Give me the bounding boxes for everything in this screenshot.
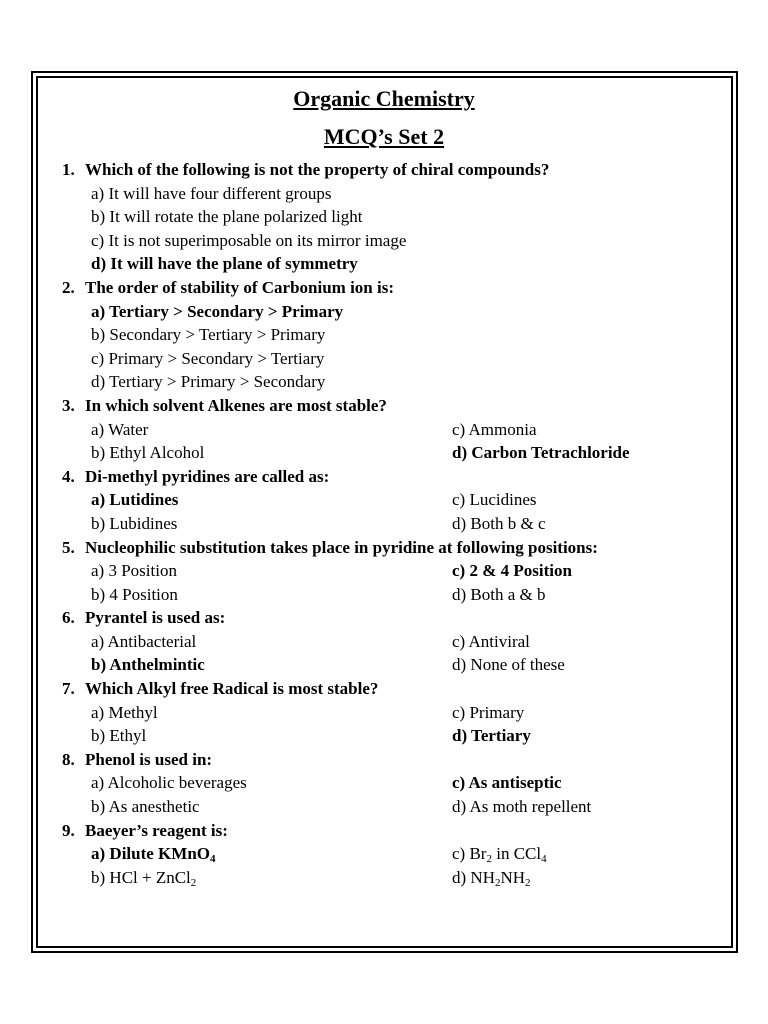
question-2 bbox=[62, 276, 712, 300]
option-row bbox=[62, 653, 712, 677]
option-7d-answer: d) Tertiary bbox=[452, 726, 531, 746]
option-1a: a) It will have four different groups bbox=[91, 183, 332, 203]
question-text: Nucleophilic substitution takes place in pyridine at following positions: bbox=[85, 537, 598, 557]
question-text: The order of stability of Carbonium ion is: bbox=[85, 277, 395, 297]
option-4b: b) Lubidines bbox=[91, 513, 178, 533]
option-3b: b) Ethyl Alcohol bbox=[91, 443, 205, 463]
option-7b: b) Ethyl bbox=[91, 726, 147, 746]
question-number: 1. bbox=[62, 160, 75, 179]
option-5b: b) 4 Position bbox=[91, 584, 178, 604]
option-row bbox=[62, 724, 712, 748]
question-text: Pyrantel is used as: bbox=[85, 608, 226, 628]
option-6a: a) Antibacterial bbox=[91, 631, 197, 651]
option-6c: c) Antiviral bbox=[452, 631, 530, 651]
option-row bbox=[62, 512, 712, 536]
option-9d: d) $NH_2NH_2$ bbox=[452, 867, 531, 889]
question-8 bbox=[62, 748, 712, 772]
question-number: 2. bbox=[62, 277, 75, 297]
question-4 bbox=[62, 465, 712, 489]
option-9c: c) $Br_2$ in CCl$_4$ bbox=[452, 844, 547, 866]
question-number: 6. bbox=[62, 608, 75, 628]
option-row bbox=[62, 866, 712, 890]
option-9b: b) HCl + ZnCl$_2$ bbox=[91, 867, 197, 889]
option-2b: b) Secondary > Tertiary > Primary bbox=[91, 325, 326, 345]
question-number: 7. bbox=[62, 679, 75, 699]
option-1d-answer: d) It will have the plane of symmetry bbox=[91, 254, 358, 274]
option-4c: c) Lucidines bbox=[452, 490, 537, 510]
option-4d: d) Both b & c bbox=[452, 513, 546, 533]
option-7a: a) Methyl bbox=[91, 702, 158, 722]
option-7c: c) Primary bbox=[452, 702, 525, 722]
question-1 bbox=[62, 158, 712, 182]
option-5c-answer: c) 2 & 4 Position bbox=[452, 561, 572, 581]
question-7 bbox=[62, 677, 712, 701]
question-number: 5. bbox=[62, 537, 75, 557]
option-8c-answer: c) As antiseptic bbox=[452, 773, 562, 793]
option-row bbox=[62, 559, 712, 583]
option-1b: b) It will rotate the plane polarized light bbox=[91, 207, 363, 227]
option-row bbox=[62, 583, 712, 607]
question-text: Di-methyl pyridines are called as: bbox=[85, 466, 330, 486]
option-6d: d) None of these bbox=[452, 655, 565, 675]
option-2c: c) Primary > Secondary > Tertiary bbox=[91, 348, 325, 368]
option-8b: b) As anesthetic bbox=[91, 797, 200, 817]
option-1c: c) It is not superimposable on its mirror image bbox=[91, 230, 407, 250]
option-row bbox=[62, 771, 712, 795]
question-number: 4. bbox=[62, 466, 75, 486]
question-6 bbox=[62, 606, 712, 630]
question-number: 9. bbox=[62, 820, 75, 840]
question-text: Which of the following is not the property of chiral compounds? bbox=[85, 160, 550, 179]
option-2d: d) Tertiary > Primary > Secondary bbox=[91, 372, 326, 392]
page-subtitle: MCQ’s Set 2 bbox=[323, 124, 445, 149]
question-9 bbox=[62, 819, 712, 843]
option-8a: a) Alcoholic beverages bbox=[91, 773, 247, 793]
question-number: 8. bbox=[62, 749, 75, 769]
option-3d-answer: d) Carbon Tetrachloride bbox=[452, 443, 630, 463]
option-4a-answer: a) Lutidines bbox=[91, 490, 179, 510]
option-5d: d) Both a & b bbox=[452, 584, 546, 604]
page-title: Organic Chemistry bbox=[293, 86, 475, 111]
question-text: Phenol is used in: bbox=[85, 749, 213, 769]
question-text: Which Alkyl free Radical is most stable? bbox=[85, 679, 379, 699]
option-row bbox=[62, 488, 712, 512]
question-number: 3. bbox=[62, 395, 75, 415]
option-row bbox=[62, 701, 712, 725]
option-row bbox=[62, 418, 712, 442]
option-row bbox=[62, 630, 712, 654]
option-2a-answer: a) Tertiary > Secondary > Primary bbox=[91, 301, 344, 321]
option-row bbox=[62, 441, 712, 465]
question-text: In which solvent Alkenes are most stable? bbox=[85, 395, 387, 415]
question-5 bbox=[62, 536, 712, 560]
option-9a-answer: a) Dilute KMnO$_4$ bbox=[91, 844, 216, 866]
option-row bbox=[62, 842, 712, 866]
question-text: Baeyer’s reagent is: bbox=[85, 820, 228, 840]
question-list bbox=[62, 158, 712, 889]
option-3a: a) Water bbox=[91, 419, 149, 439]
option-8d: d) As moth repellent bbox=[452, 797, 592, 817]
question-3 bbox=[62, 394, 712, 418]
option-row bbox=[62, 795, 712, 819]
option-6b-answer: b) Anthelmintic bbox=[91, 655, 205, 675]
option-5a: a) 3 Position bbox=[91, 561, 177, 581]
option-3c: c) Ammonia bbox=[452, 419, 537, 439]
